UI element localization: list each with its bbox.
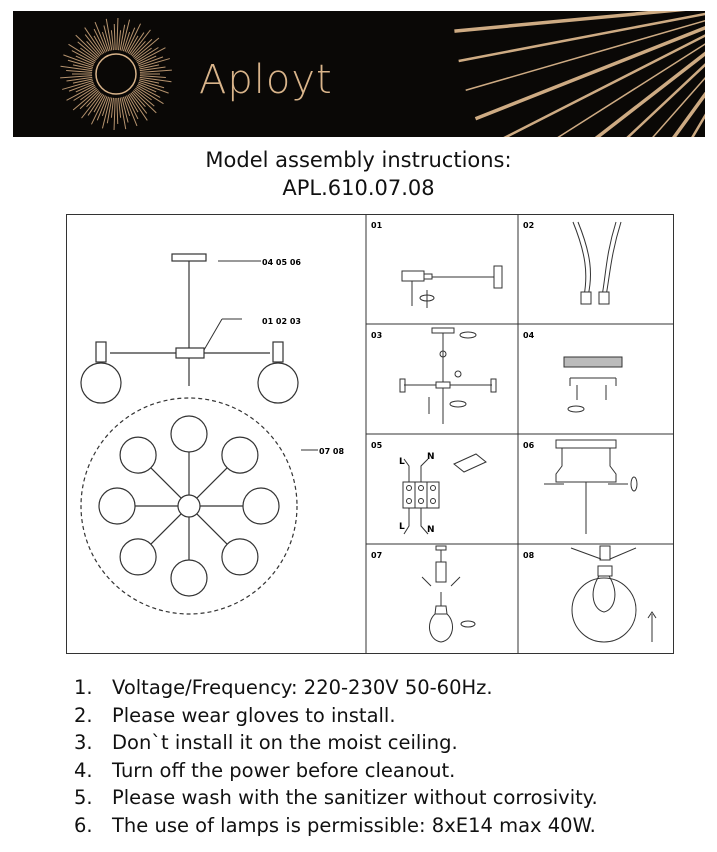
item-number: 6. bbox=[74, 813, 93, 837]
wire-label-neutral-2: N bbox=[427, 525, 435, 535]
brand-banner bbox=[13, 11, 705, 137]
globe-shade bbox=[120, 539, 156, 575]
step-02-label: 02 bbox=[523, 221, 535, 230]
list-item bbox=[74, 702, 714, 730]
item-text: Please wash with the sanitizer without corrosivity. bbox=[112, 786, 598, 809]
model-number: APL.610.07.08 bbox=[282, 176, 435, 200]
step-02-illustration bbox=[573, 222, 621, 304]
step-05-label: 05 bbox=[371, 441, 383, 450]
item-text: Please wear gloves to install. bbox=[112, 703, 396, 727]
callout-parts-c: 07 08 bbox=[319, 447, 345, 456]
step-01-illustration bbox=[402, 266, 502, 308]
item-number: 1. bbox=[74, 676, 93, 699]
globe-shade bbox=[120, 437, 156, 473]
step-08-label: 08 bbox=[523, 551, 535, 560]
list-item bbox=[74, 812, 714, 840]
title-line: Model assembly instructions: bbox=[205, 148, 512, 172]
step-03-label: 03 bbox=[371, 331, 383, 340]
step-04-illustration bbox=[564, 357, 622, 412]
item-text: Turn off the power before cleanout. bbox=[112, 758, 456, 782]
globe-shade bbox=[99, 488, 135, 524]
step-07-illustration bbox=[422, 546, 475, 642]
globe-shade bbox=[171, 560, 207, 596]
step-07-label: 07 bbox=[371, 551, 383, 560]
brand-logo: Aployt bbox=[199, 57, 333, 103]
wire-label-neutral: N bbox=[427, 452, 435, 462]
sunburst-ray bbox=[503, 33, 705, 137]
wire-label-live: L bbox=[399, 457, 405, 467]
step-06-label: 06 bbox=[523, 441, 535, 450]
list-item bbox=[74, 784, 714, 812]
globe-shade bbox=[222, 539, 258, 575]
page-title bbox=[0, 146, 717, 202]
sunburst-ray bbox=[475, 23, 705, 119]
sunburst-ray bbox=[114, 24, 115, 50]
list-item bbox=[74, 674, 714, 702]
item-number: 2. bbox=[74, 703, 93, 727]
sunburst-ray bbox=[585, 50, 705, 137]
item-number: 5. bbox=[74, 786, 93, 809]
wire-label-live-2: L bbox=[399, 522, 405, 532]
sunburst-ray bbox=[63, 55, 93, 66]
item-number: 4. bbox=[74, 758, 93, 782]
assembly-diagram bbox=[66, 214, 674, 654]
callout-parts-b: 01 02 03 bbox=[262, 317, 301, 326]
step-08-illustration bbox=[571, 546, 656, 642]
sunburst-ray bbox=[117, 98, 118, 124]
callout-parts-a: 04 05 06 bbox=[262, 258, 301, 267]
sunburst-ray bbox=[488, 28, 705, 137]
list-item bbox=[74, 757, 714, 785]
lamp-side-view bbox=[81, 254, 298, 403]
sunburst-ray bbox=[520, 38, 705, 137]
globe-shade bbox=[171, 416, 207, 452]
sunburst-ray bbox=[66, 71, 92, 73]
item-text: Voltage/Frequency: 220-230V 50-60Hz. bbox=[112, 676, 493, 699]
sunburst-ray bbox=[140, 76, 166, 78]
sunburst-ray bbox=[139, 82, 169, 93]
instruction-list bbox=[74, 674, 714, 839]
globe-shade bbox=[222, 437, 258, 473]
step-01-label: 01 bbox=[371, 221, 383, 230]
step-06-illustration bbox=[544, 440, 637, 534]
list-item bbox=[74, 729, 714, 757]
sunburst-ray bbox=[140, 67, 166, 71]
sunburst-ray bbox=[66, 77, 92, 81]
sunburst-decoration bbox=[13, 11, 705, 137]
step-03-illustration bbox=[400, 328, 496, 424]
item-text: The use of lamps is permissible: 8xE14 max 40W. bbox=[112, 813, 596, 837]
step-05-illustration bbox=[403, 454, 486, 534]
sunburst-ray bbox=[117, 18, 118, 50]
lamp-top-view bbox=[81, 398, 297, 614]
globe-shade bbox=[243, 488, 279, 524]
item-text: Don`t install it on the moist ceiling. bbox=[112, 731, 458, 754]
item-number: 3. bbox=[74, 731, 93, 754]
sunburst-ray bbox=[114, 98, 115, 130]
step-04-label: 04 bbox=[523, 331, 535, 340]
sunburst-ray bbox=[540, 42, 705, 137]
